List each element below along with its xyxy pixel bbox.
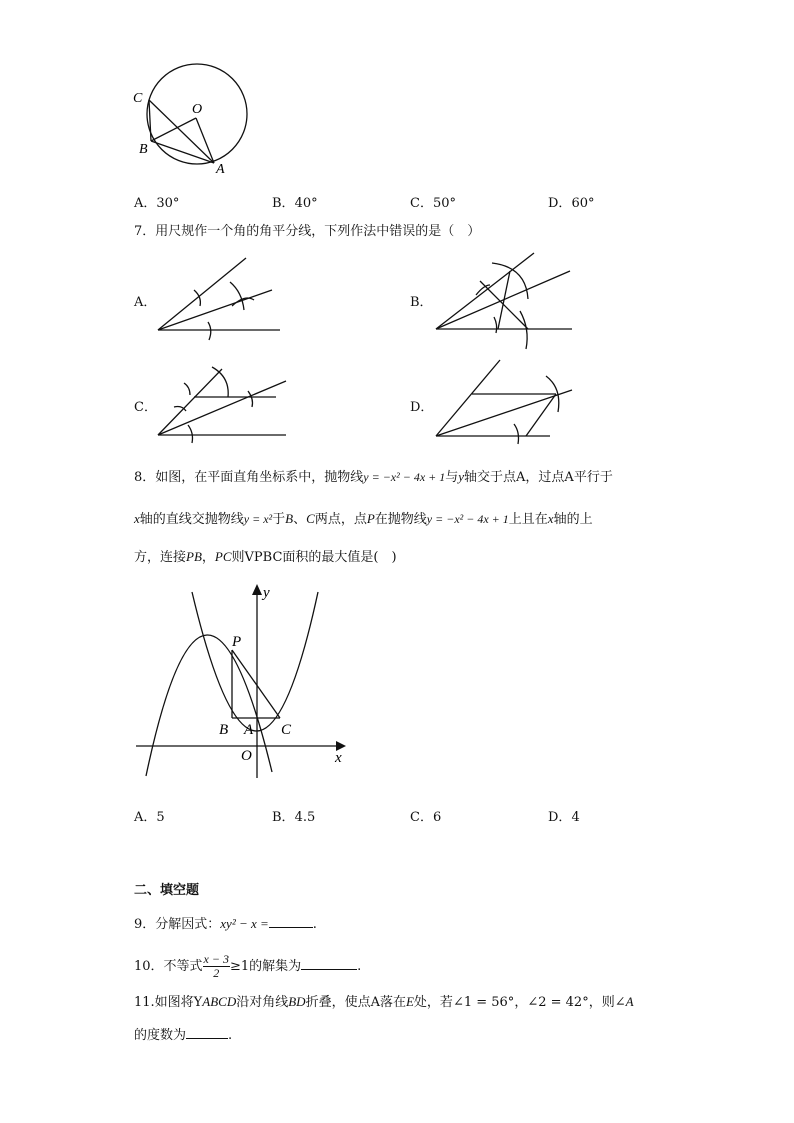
label-B: B: [219, 722, 229, 738]
q7-option-c-label[interactable]: C．: [134, 400, 157, 415]
q8-equation: y = −x² − 4x + 1: [363, 470, 446, 484]
q8-option-a[interactable]: [134, 806, 165, 825]
option-value: 60°: [571, 196, 595, 211]
q11-angle-2: ∠2 = 42°: [527, 995, 589, 1010]
option-letter: B．: [272, 196, 295, 211]
q8-segment: PC: [214, 549, 232, 564]
q7-figure-b: [428, 245, 578, 353]
q11-text: ，则: [588, 995, 615, 1010]
q7-option-d-label[interactable]: D．: [410, 400, 434, 415]
option-letter: A．: [134, 196, 157, 211]
option-value: 4.5: [294, 810, 316, 825]
q8-text: 与: [445, 470, 459, 485]
q8-var-x: x: [547, 511, 554, 526]
option-value: 50°: [432, 196, 456, 211]
q10-text: 10．不等式: [134, 959, 203, 974]
q11-text: 折叠，使点A落在: [305, 995, 406, 1010]
option-value: 5: [156, 810, 165, 825]
q8-text: 轴的直线交抛物线: [139, 512, 244, 527]
label-O: O: [241, 748, 252, 764]
segment-OA: [196, 118, 214, 163]
q8-segment: PB: [186, 549, 202, 564]
q7-figure-a: [150, 250, 290, 345]
option-value: 40°: [294, 196, 318, 211]
q11-text: .: [228, 1028, 233, 1043]
label-x: x: [335, 750, 342, 766]
q10-denominator: 2: [213, 966, 220, 980]
q10-relation: ≥1: [229, 959, 250, 974]
q8-var-x: x: [134, 511, 140, 526]
q7-figure-c: [150, 355, 295, 450]
q10-text: .: [357, 959, 362, 974]
q9-answer-blank[interactable]: [269, 915, 313, 928]
q8-var: B: [285, 511, 294, 526]
q8-text: 于: [272, 512, 286, 527]
q8-text: 则VPBC面积的最大值是( ): [231, 550, 397, 565]
q11-point: E: [405, 994, 414, 1009]
label-B: B: [139, 142, 148, 157]
q6-circle-figure: [130, 60, 260, 180]
q7-stem: 7．用尺规作一个角的角平分线，下列作法中错误的是（ ）: [134, 224, 481, 239]
q11-text: ，: [514, 995, 528, 1010]
option-letter: D．: [548, 810, 572, 825]
q8-option-c[interactable]: [410, 806, 441, 825]
q10-numerator: x − 3: [203, 952, 229, 966]
q8-option-d[interactable]: [548, 806, 580, 825]
section-title: 二、填空题: [134, 882, 200, 897]
segment-CA: [149, 100, 214, 163]
q6-option-c[interactable]: [410, 192, 456, 211]
q7-option-b-label[interactable]: B．: [410, 295, 433, 310]
q8-parabola-figure: [130, 578, 360, 783]
label-O: O: [192, 102, 203, 117]
option-letter: B．: [272, 810, 295, 825]
q8-option-b[interactable]: [272, 806, 315, 825]
option-value: 4: [571, 810, 580, 825]
q8-text: 8．如图，在平面直角坐标系中，抛物线: [134, 470, 364, 485]
option-letter: C．: [410, 196, 433, 211]
option-value: 30°: [156, 196, 180, 211]
label-C: C: [133, 91, 143, 106]
y-axis-arrow: [252, 584, 262, 595]
q11-text: 处，若: [413, 995, 453, 1010]
q8-text: 方，连接: [134, 550, 187, 565]
segment-CB: [149, 100, 151, 141]
q11-angle-1: ∠1 = 56°: [452, 995, 515, 1010]
q8-line2: [134, 510, 593, 529]
option-value: 6: [432, 810, 442, 825]
segment-PC: [232, 650, 280, 718]
q8-equation: y = −x² − 4x + 1: [426, 512, 509, 526]
label-A: A: [216, 162, 225, 177]
q9-line: [134, 915, 317, 934]
q11-angle-a: ∠A: [614, 994, 634, 1009]
q9-text: .: [312, 917, 317, 932]
q8-text: 轴交于点A，过点A平行于: [464, 470, 613, 485]
label-P: P: [232, 634, 242, 650]
q8-text: 轴的上: [553, 512, 593, 527]
label-y: y: [263, 585, 270, 601]
segment-OB: [151, 118, 196, 141]
q10-line: [134, 950, 361, 984]
q8-text: 上且在: [508, 512, 548, 527]
q11-text: 的度数为: [134, 1028, 187, 1043]
q7-option-a-label[interactable]: A．: [134, 295, 157, 310]
segment-BA: [151, 141, 214, 163]
q11-text: 沿对角线: [236, 995, 289, 1010]
q6-option-d[interactable]: [548, 192, 594, 211]
q11-text: 11.如图将Y: [134, 995, 203, 1010]
q9-expression: xy² − x =: [220, 916, 269, 931]
q8-equation: y = x²: [243, 512, 273, 526]
q11-line1: [134, 993, 634, 1012]
q8-line3: [134, 548, 397, 567]
q11-line2: [134, 1026, 232, 1045]
q6-option-a[interactable]: [134, 192, 179, 211]
q10-fraction: [203, 953, 230, 980]
q8-text: ，: [201, 550, 215, 565]
q10-text: 的解集为: [249, 959, 302, 974]
q11-answer-blank[interactable]: [186, 1026, 228, 1039]
q11-diagonal: BD: [288, 994, 306, 1009]
q10-answer-blank[interactable]: [301, 957, 357, 970]
q8-var-y: y: [458, 469, 465, 484]
option-letter: D．: [548, 196, 572, 211]
q8-line1: [134, 468, 613, 487]
q8-var: P: [366, 511, 375, 526]
q7-figure-d: [428, 350, 578, 450]
label-A: A: [244, 722, 254, 738]
q9-text: 9．分解因式：: [134, 917, 221, 932]
q8-text: 在抛物线: [374, 512, 427, 527]
option-letter: C．: [410, 810, 433, 825]
label-C: C: [281, 722, 292, 738]
q11-quad: ABCD: [202, 994, 237, 1009]
q8-var: C: [306, 511, 315, 526]
q6-option-b[interactable]: [272, 192, 318, 211]
q8-text: 两点，点: [314, 512, 367, 527]
q8-text: 、: [293, 512, 307, 527]
option-letter: A．: [134, 810, 157, 825]
